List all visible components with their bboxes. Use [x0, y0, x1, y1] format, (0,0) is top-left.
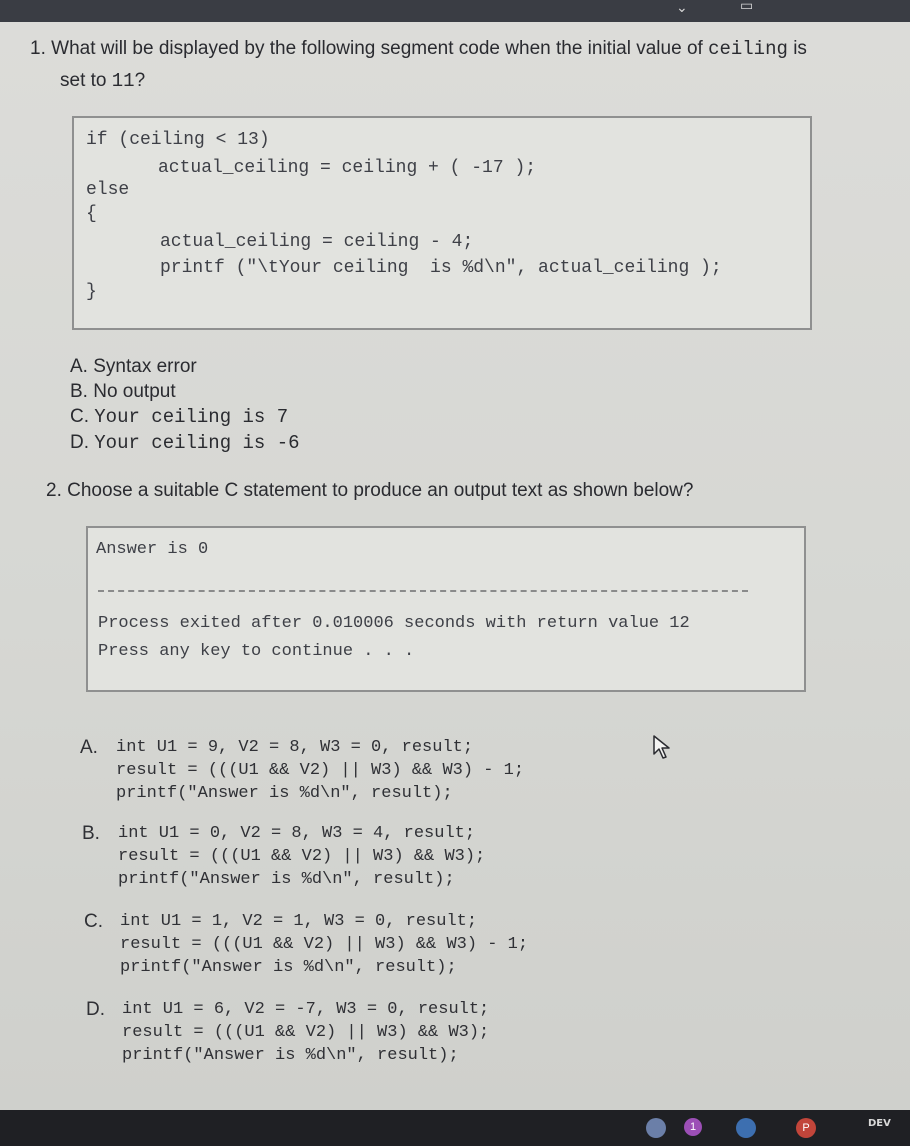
code-line: result = (((U1 && V2) || W3) && W3) - 1; — [120, 935, 529, 954]
question-text: Choose a suitable C statement to produce an output text as shown below? — [67, 480, 694, 501]
question-text-end: is — [793, 38, 807, 59]
code-line: } — [86, 282, 97, 302]
code-line: printf("Answer is %d\n", result); — [122, 1046, 459, 1065]
option-text: No output — [93, 381, 176, 402]
question-1-line-2 — [60, 68, 145, 94]
question-text: What will be displayed by the following segment code when the initial value of — [51, 38, 703, 59]
divider — [98, 590, 748, 592]
option-label: D. — [70, 432, 89, 453]
option-a[interactable] — [80, 736, 640, 808]
option-c[interactable] — [70, 404, 300, 430]
console-line: Answer is 0 — [96, 540, 209, 559]
option-text: Your ceiling is -6 — [94, 432, 300, 454]
badge-count: 1 — [689, 1121, 697, 1133]
code-line: printf("Answer is %d\n", result); — [120, 958, 457, 977]
code-line: actual_ceiling = ceiling + ( -17 ); — [158, 158, 537, 178]
option-label: C. — [84, 911, 103, 932]
code-line: result = (((U1 && V2) || W3) && W3); — [122, 1023, 490, 1042]
option-c[interactable] — [84, 910, 644, 982]
option-label: B. — [82, 823, 100, 844]
document-page — [0, 22, 910, 1110]
option-label: A. — [80, 737, 98, 758]
code-line: int U1 = 6, V2 = -7, W3 = 0, result; — [122, 1000, 490, 1019]
code-block — [72, 116, 812, 330]
option-a[interactable] — [70, 354, 300, 379]
code-line: printf("Answer is %d\n", result); — [118, 870, 455, 889]
variable-name: ceiling — [708, 38, 788, 60]
code-line: int U1 = 9, V2 = 8, W3 = 0, result; — [116, 738, 474, 757]
app-icon[interactable] — [736, 1118, 756, 1138]
option-d[interactable] — [86, 998, 646, 1070]
option-text: Syntax error — [93, 356, 197, 377]
question-text: set to — [60, 70, 107, 91]
console-line: Process exited after 0.010006 seconds with return value 12 — [98, 614, 690, 633]
code-line: result = (((U1 && V2) || W3) && W3) - 1; — [116, 761, 525, 780]
chevron-down-icon: ⌄ — [676, 0, 688, 16]
monitor-top-bezel — [0, 0, 910, 22]
option-label: C. — [70, 406, 89, 427]
option-text: Your ceiling is 7 — [94, 406, 289, 428]
question-number: 2. — [46, 480, 62, 501]
option-d[interactable] — [70, 430, 300, 456]
question-2-text — [46, 478, 886, 504]
window-control-icon: ▭ — [740, 0, 754, 14]
mouse-pointer-icon — [652, 734, 674, 765]
code-line: result = (((U1 && V2) || W3) && W3); — [118, 847, 486, 866]
app-icon[interactable] — [796, 1118, 816, 1138]
code-line: printf("Answer is %d\n", result); — [116, 784, 453, 803]
app-icon[interactable] — [646, 1118, 666, 1138]
option-label: B. — [70, 381, 88, 402]
option-label: D. — [86, 999, 105, 1020]
app-letter: P — [802, 1122, 810, 1134]
option-b[interactable] — [82, 822, 642, 894]
question-mark: ? — [134, 70, 146, 91]
initial-value: 11 — [111, 70, 135, 92]
code-line: { — [86, 204, 97, 224]
console-line: Press any key to continue . . . — [98, 642, 415, 661]
code-line: if (ceiling < 13) — [86, 130, 270, 150]
taskbar — [0, 1110, 910, 1146]
code-line: actual_ceiling = ceiling - 4; — [160, 232, 474, 252]
question-1-options — [70, 354, 300, 456]
code-line: int U1 = 0, V2 = 8, W3 = 4, result; — [118, 824, 476, 843]
option-label: A. — [70, 356, 88, 377]
code-line: printf ("\tYour ceiling is %d\n", actual_ceiling ); — [160, 258, 722, 278]
code-line: int U1 = 1, V2 = 1, W3 = 0, result; — [120, 912, 478, 931]
console-output — [86, 526, 806, 692]
question-1-text — [30, 36, 890, 62]
dev-label: DEV — [868, 1118, 891, 1129]
notification-badge — [684, 1118, 702, 1136]
option-b[interactable] — [70, 379, 300, 404]
question-number: 1. — [30, 38, 46, 59]
code-line: else — [86, 180, 130, 200]
